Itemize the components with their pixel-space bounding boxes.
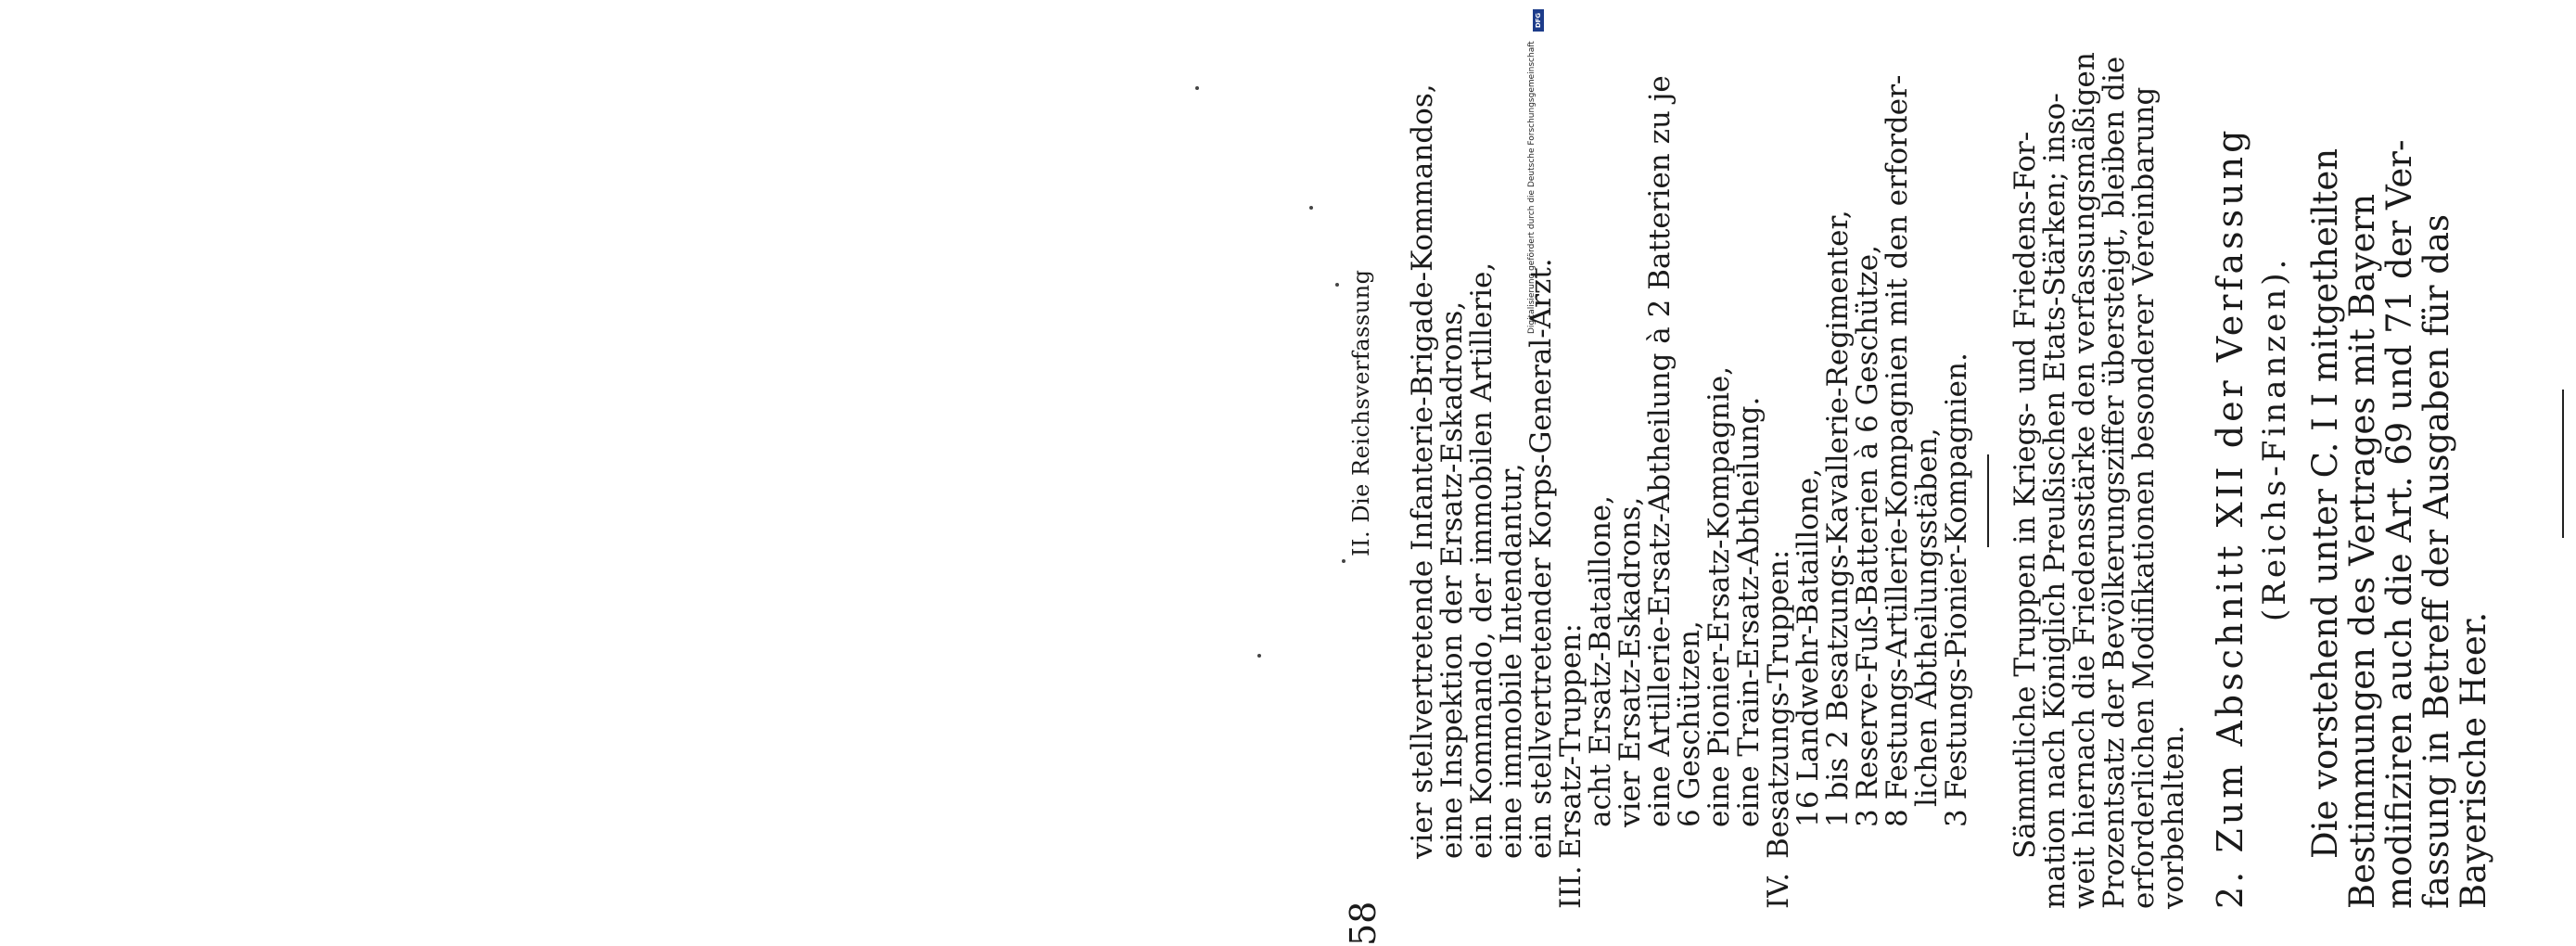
paragraph-line: Bayerische Heer.	[2454, 611, 2493, 909]
scan-speck	[1195, 86, 1199, 90]
paragraph-line: Prozentsatz der Bevölkerungsziffer übersteigt, bleiben die	[2098, 56, 2131, 909]
list-item: eine Inspektion der Ersatz-Eskadrons,	[1435, 300, 1469, 859]
paragraph-line: fassung in Betreff der Ausgaben für das	[2417, 213, 2456, 909]
closing-rule	[2562, 390, 2564, 538]
troops-paragraph	[2009, 52, 2190, 909]
paragraph-line: vorbehalten.	[2157, 724, 2190, 909]
list-item: eine Train-Ersatz-Abtheilung.	[1732, 396, 1766, 827]
paragraph-line: Bestimmungen des Vertrages mit Bayern	[2342, 193, 2382, 909]
section-IV-title-line	[1764, 75, 1793, 909]
dfg-logo: DFG	[1533, 9, 1544, 32]
list-item: 3 Reserve-Fuß-Batterien à 6 Geschütze,	[1851, 245, 1884, 827]
running-title: II. Die Reichsverfassung	[1348, 269, 1374, 556]
paragraph-line: weit hiernach die Friedensstärke den verfassungsmäßigen	[2068, 52, 2101, 909]
paragraph-line: Die vorstehend unter C. I I mitgetheilten	[2305, 147, 2345, 859]
section-2-heading: 2. Zum Abschnitt XII der Verfassung	[2210, 126, 2251, 909]
scan-speck	[1342, 559, 1345, 563]
command-list	[1408, 75, 1971, 909]
section-title: Ersatz-Truppen:	[1554, 623, 1588, 859]
section-divider	[1987, 454, 1989, 547]
paragraph-line: Sämmtliche Truppen in Kriegs- und Friedens-For-	[2009, 131, 2042, 859]
section-III-title-line	[1556, 75, 1586, 909]
list-item: acht Ersatz-Bataillone,	[1584, 495, 1617, 827]
list-item: lichen Abtheilungsstäben,	[1910, 428, 1944, 807]
scan-speck	[1309, 206, 1313, 210]
page-header	[1343, 28, 1389, 946]
scan-speck	[1257, 654, 1261, 658]
section-numeral: III.	[1554, 865, 1588, 909]
list-item: eine Artillerie-Ersatz-Abtheilung à 2 Batterien zu je	[1643, 75, 1677, 827]
rotated-book-page	[1278, 28, 2576, 946]
list-item: 6 Geschützen,	[1673, 620, 1706, 827]
digitization-credit: Digitalisierung gefördert durch die Deutsche Forschungsgemeinschaft	[1527, 41, 1537, 334]
list-item: eine Pionier-Ersatz-Kompagnie,	[1702, 365, 1736, 827]
list-item: vier Ersatz-Eskadrons,	[1613, 496, 1647, 827]
section-title: Besatzungs-Truppen:	[1762, 549, 1795, 859]
section-2-subheading: (Reichs-Finanzen).	[2256, 255, 2293, 621]
list-item: 16 Landwehr-Bataillone,	[1792, 467, 1825, 827]
scan-speck	[1335, 283, 1339, 287]
section-2-paragraph	[2307, 140, 2493, 909]
list-item: 1 bis 2 Besatzungs-Kavallerie-Regimenter,	[1821, 210, 1855, 827]
list-item: vier stellvertretende Infanterie-Brigade-Kommandos,	[1406, 83, 1439, 859]
section-numeral: IV.	[1762, 872, 1795, 909]
paragraph-line: erforderlichen Modifikationen besonderer Vereinbarung	[2127, 86, 2161, 909]
list-item: 3 Festungs-Pionier-Kompagnien.	[1940, 352, 1973, 827]
page-number: 58	[1343, 901, 1384, 946]
list-item: ein Kommando, der immobilen Artillerie,	[1465, 262, 1498, 859]
paragraph-line: mation nach Königlich Preußischen Etats-Stärken; inso-	[2038, 93, 2072, 909]
list-item: 8 Festungs-Artillerie-Kompagnien mit den erforder-	[1881, 74, 1914, 827]
list-item: eine immobile Intendantur,	[1495, 463, 1528, 859]
list-item: ein stellvertretender Korps-General-Arzt.	[1524, 258, 1558, 859]
paragraph-line: modifiziren auch die Art. 69 und 71 der Ver-	[2379, 139, 2419, 909]
